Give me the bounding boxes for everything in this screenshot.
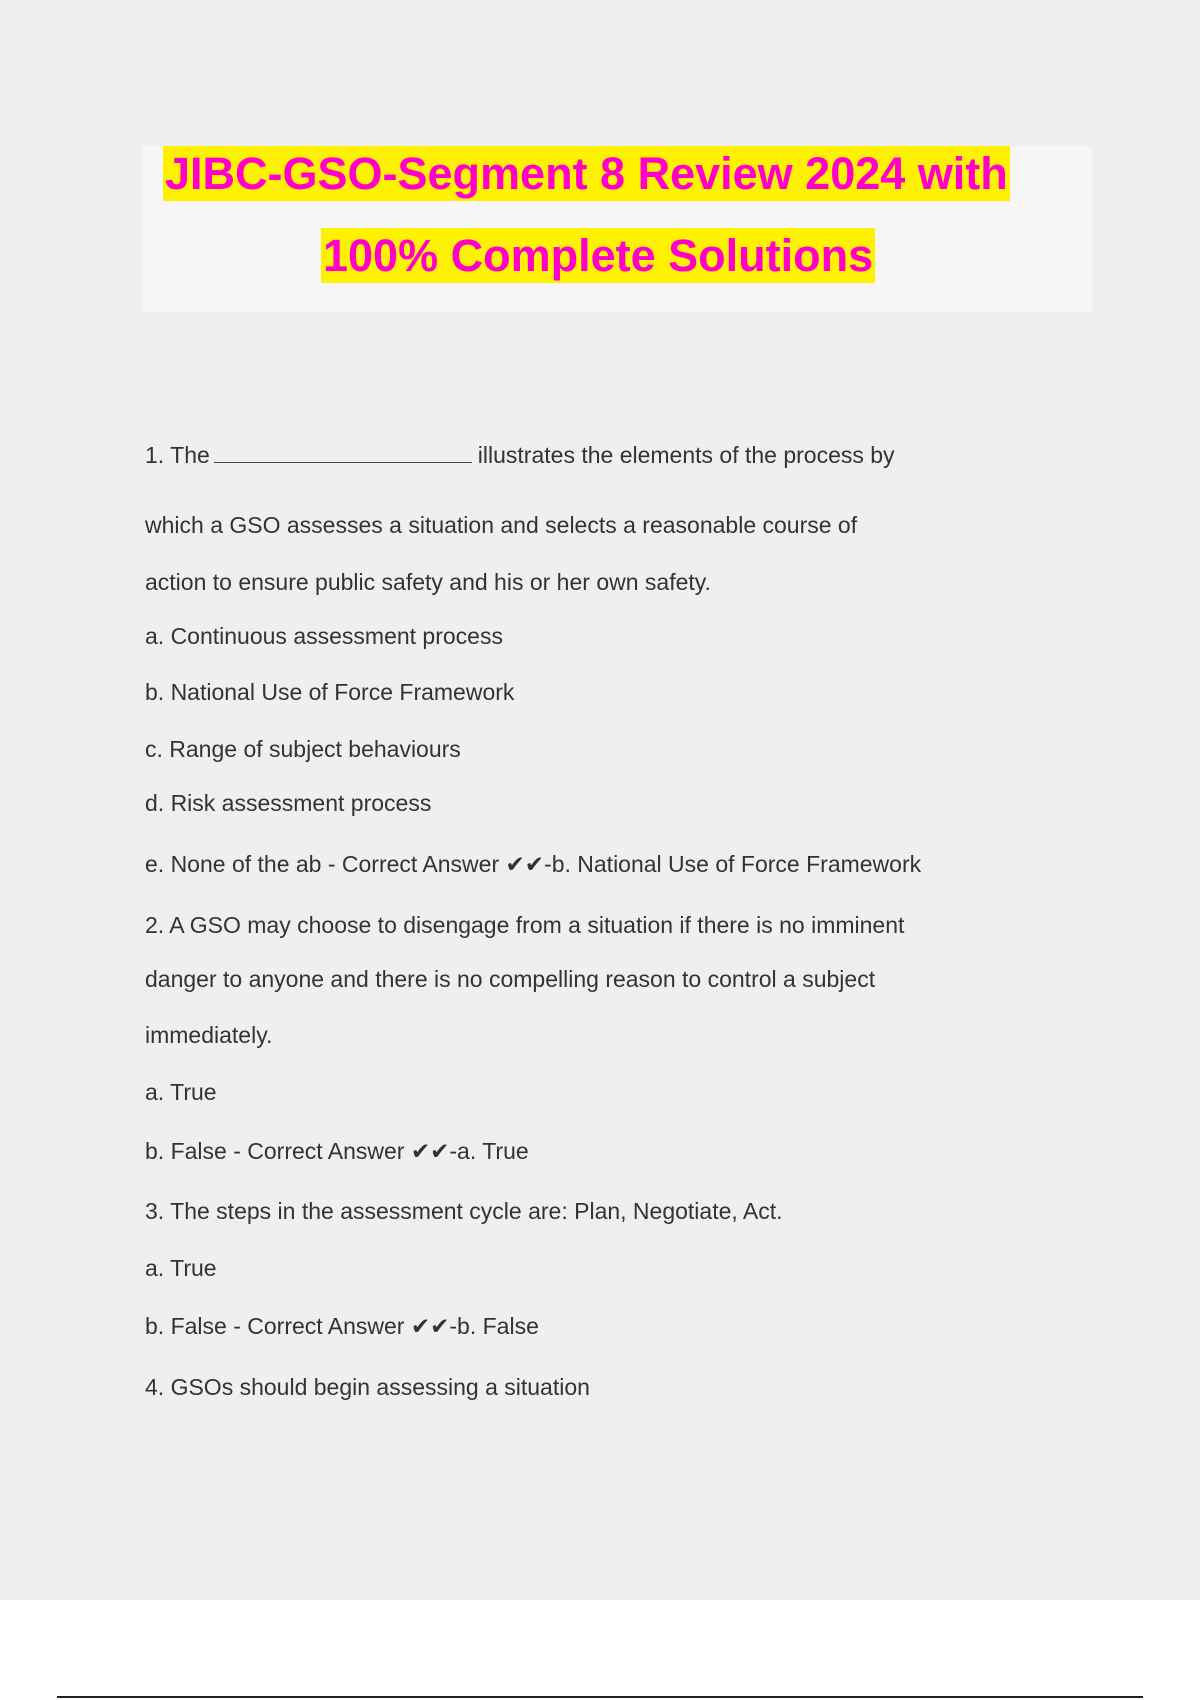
question-1-option-c: c. Range of subject behaviours: [145, 736, 461, 762]
question-4-line-1: 4. GSOs should begin assessing a situation: [145, 1374, 590, 1400]
question-1-line-3: action to ensure public safety and his or her own safety.: [145, 569, 711, 595]
fill-in-blank: [214, 442, 472, 463]
question-2-line-1: 2. A GSO may choose to disengage from a situation if there is no imminent: [145, 912, 905, 938]
question-1-option-e-answer: e. None of the ab - Correct Answer ✔✔-b. National Use of Force Framework: [145, 851, 922, 877]
footer-divider: [57, 1696, 1143, 1698]
question-1-option-d: d. Risk assessment process: [145, 790, 432, 816]
question-1-suffix: illustrates the elements of the process by: [477, 442, 895, 468]
question-1-option-a: a. Continuous assessment process: [145, 623, 503, 649]
question-2-option-a: a. True: [145, 1079, 217, 1105]
question-2-option-b-answer: b. False - Correct Answer ✔✔-a. True: [145, 1138, 529, 1164]
document-title-line-2: 100% Complete Solutions: [323, 230, 874, 281]
question-3-option-b-answer: b. False - Correct Answer ✔✔-b. False: [145, 1313, 539, 1339]
title-block: [143, 146, 1092, 312]
question-1-line-2: which a GSO assesses a situation and selects a reasonable course of: [145, 512, 858, 538]
question-1-line-1: [145, 440, 895, 470]
question-1-option-b: b. National Use of Force Framework: [145, 679, 515, 705]
question-2-line-2: danger to anyone and there is no compelling reason to control a subject: [145, 966, 876, 992]
question-3-line-1: 3. The steps in the assessment cycle are: Plan, Negotiate, Act.: [145, 1198, 783, 1224]
document-title-line-1: JIBC-GSO-Segment 8 Review 2024 with: [165, 148, 1008, 199]
question-3-option-a: a. True: [145, 1255, 217, 1281]
question-1-prefix: 1. The: [145, 442, 210, 468]
question-2-line-3: immediately.: [145, 1022, 273, 1048]
